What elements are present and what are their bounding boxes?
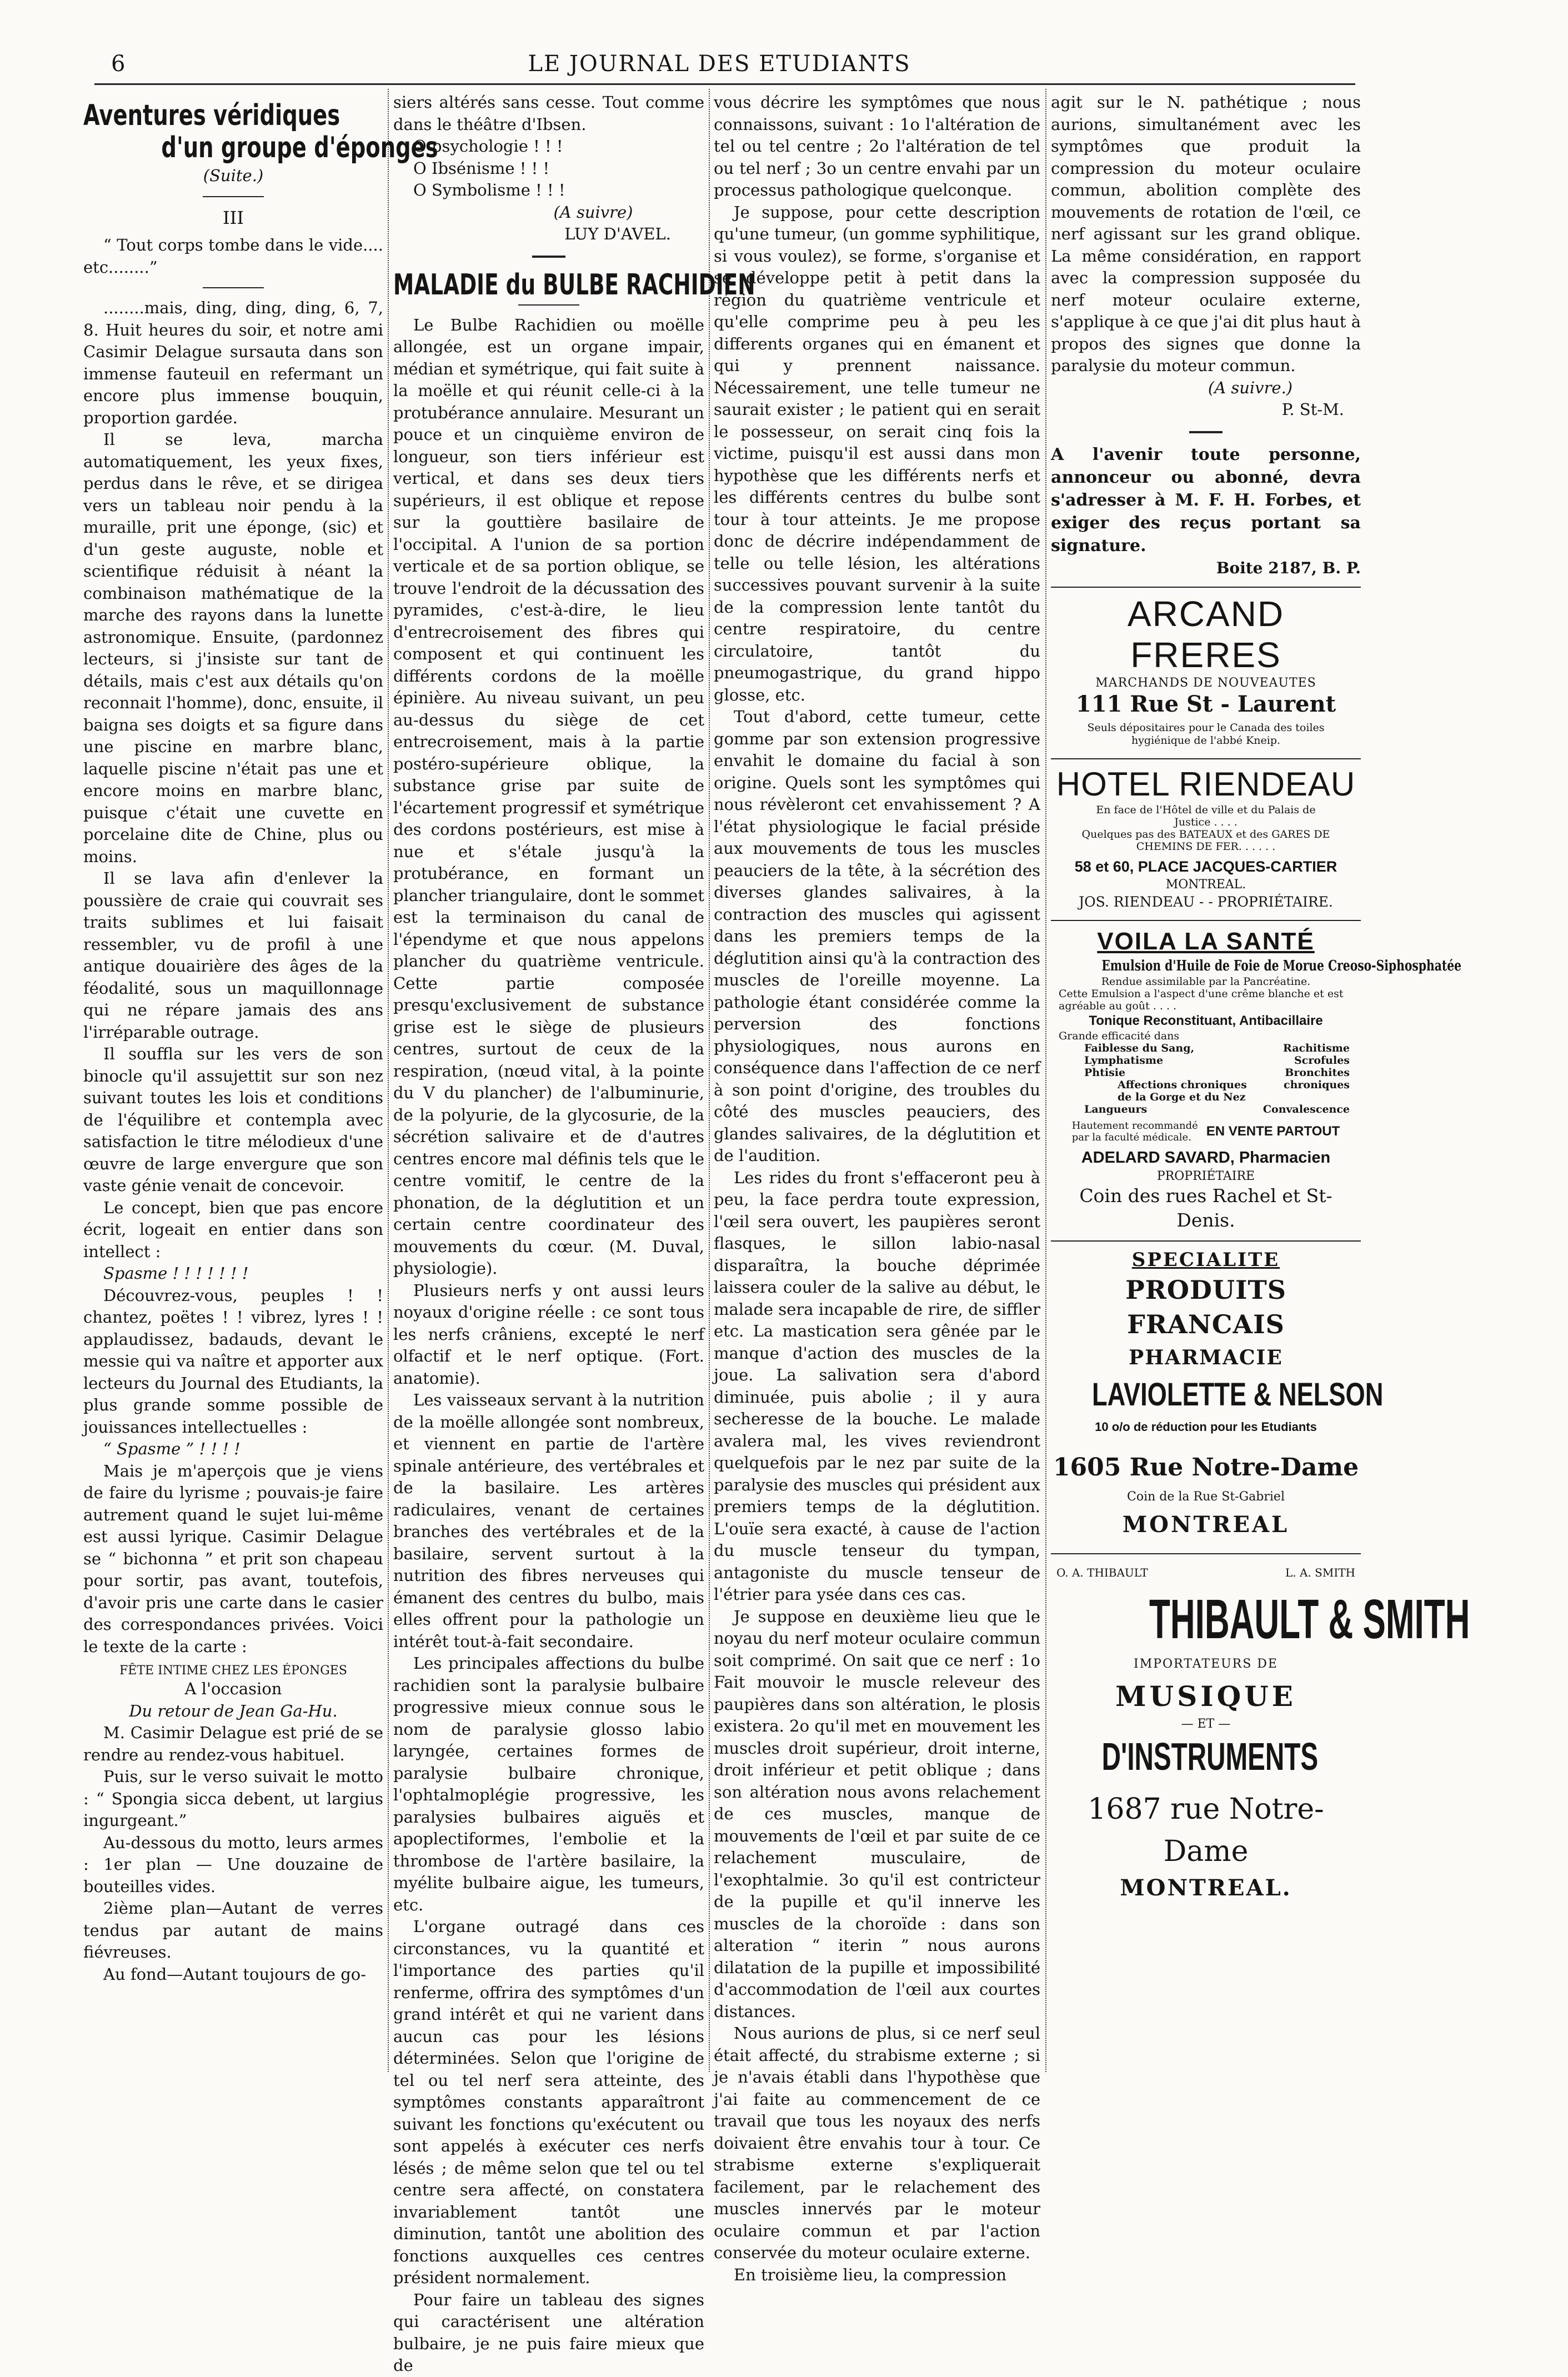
masthead: LE JOURNAL DES ETUDIANTS: [528, 51, 911, 77]
paragraph: Au fond—Autant toujours de go-: [103, 1964, 367, 1984]
ad-line: Quelques pas des BATEAUX et des GARES DE CHEMINS DE FER. . . . . .: [1081, 828, 1330, 853]
card-heading: FÊTE INTIME CHEZ LES ÉPONGES: [119, 1664, 347, 1678]
paragraph: O Symbolisme ! ! !: [413, 181, 565, 199]
author-signature: P. St-M.: [1281, 400, 1344, 419]
column-divider: [1045, 89, 1046, 2072]
paragraph: “ Tout corps tombe dans le vide.... etc........”: [83, 236, 383, 277]
column-divider: [388, 89, 389, 2072]
page-header: [83, 51, 1355, 77]
ad-city: MONTREAL.: [1165, 878, 1246, 892]
ad-laviolette-nelson: [1051, 1240, 1384, 1545]
ad-line: MUSIQUE: [1115, 1679, 1296, 1713]
notice-box-number: Boite 2187, B. P.: [1216, 558, 1361, 577]
ad-subtitle: MARCHANDS DE NOUVEAUTES: [1095, 676, 1316, 690]
ad-product: Emulsion d'Huile de Foie de Morue Creoso-Siphosphatée: [1101, 958, 1462, 974]
ad-owner: JOS. RIENDEAU - - PROPRIÉTAIRE.: [1079, 894, 1333, 910]
separator: [1189, 431, 1223, 433]
ad-line: EN VENTE PARTOUT: [1206, 1124, 1340, 1139]
ad-title: LAVIOLETTE & NELSON: [1091, 1377, 1384, 1413]
separator: [203, 196, 264, 197]
ad-line: IMPORTATEURS DE: [1134, 1657, 1278, 1671]
ad-illness: Convalescence: [1263, 1103, 1350, 1115]
paragraph: Je suppose en deuxième lieu que le noyau du nerf moteur oculaire commun soit comprimé. On sait que ce nerf : 1o Fait mouvoir le muscle releveur des paupières dans son altération, le plosis existera. 2o qu'il met en mouvement les muscles droit supérieur, droit interne, droit inférieur et petit oblique ; dans son altération nous avons relachement de ces muscles, manque de mouvements de l'œil et par suite de ce relachement musculaire, de l'exophtalmie. 3o qu'il est contricteur de la pupille et qu'il innerve les muscles de la choroïde : dans son alteration “ iterin ” nous aurons dilatation de la pupille et impossibilité d'accommodation de l'œil aux courtes distances.: [714, 1607, 1040, 2021]
paragraph: O Ibsénisme ! ! !: [413, 158, 550, 178]
paragraph: siers altérés sans cesse. Tout comme dans le théâtre d'Ibsen.: [393, 93, 704, 134]
paragraph: Au-dessous du motto, leurs armes : 1er plan — Une douzaine de bouteilles vides.: [83, 1833, 383, 1896]
ad-address: 1605 Rue Notre-Dame: [1053, 1453, 1359, 1482]
ad-voila-la-sante: [1051, 920, 1462, 1233]
paragraph: L'organe outragé dans ces circonstances, vu la quantité et l'importance des parties qu'il renferme, offrira des symptômes d'un grand intérêt et qui ne varient dans aucun cas pour les lésions déterminées. Selon que l'origine de tel ou tel nerf sera atteinte, des symptômes constants apparaîtront suivant les fonctions qu'exécutent ou sont appelés à exécuter ces nerfs lésés ; de même selon que tel ou tel centre sera affecté, on constatera invariablement tantôt une diminution, tantôt une abolition des fonctions auxquelles ces centres président normalement.: [393, 1917, 704, 2287]
ad-partner: L. A. SMITH: [1285, 1566, 1355, 1579]
paragraph: Tout d'abord, cette tumeur, cette gomme par son extension progressive envahit le domaine du facial à son origine. Quels sont les symptômes qui nous révèleront cet envahissement ? A l'état physiologique le facial préside aux mouvements de tous les muscles peauciers de la tête, à la sécrétion des diverses glandes salivaires, à la contraction des muscles qui agissent dans les premiers temps de la déglutition ainsi qu'à la contraction des muscles de l'oreille moyenne. La pathologie étant considérée comme la perversion des fonctions physiologiques, nous aurons en conséquence dans l'affection de ce nerf à son point d'origine, des troubles du côté des muscles peauciers, des glandes salivaires, de la déglutition et de l'audition.: [714, 707, 1040, 1165]
column-3: [714, 92, 1040, 2284]
paragraph: ........mais, ding, ding, ding, 6, 7, 8. Huit heures du soir, et notre ami Casimir Delague sursauta dans son immense fauteuil en refermant un encore plus immense bouquin, proportion gardée.: [83, 298, 383, 427]
paragraph: Découvrez-vous, peuples ! ! chantez, poëtes ! ! vibrez, lyres ! ! applaudissez, badauds, devant le messie qui va naître et apporter aux lecteurs du Journal des Etudiants, la plus grande somme possible de jouissances intellectuelles :: [83, 1285, 383, 1437]
ad-line: D'INSTRUMENTS: [1101, 1734, 1319, 1778]
ad-illness: Langueurs: [1084, 1103, 1148, 1115]
subscription-notice: A l'avenir toute personne, annonceur ou abonné, devra s'adresser à M. F. H. Forbes, et exiger des reçus portant sa signature.: [1051, 444, 1361, 556]
ad-city: MONTREAL.: [1120, 1874, 1292, 1901]
article-title: MALADIE du BULBE RACHIDIEN: [393, 268, 755, 302]
paragraph: Il se leva, marcha automatiquement, les yeux fixes, perdus dans le rêve, et se dirigea vers un tableau noir pendu à la muraille, prit une éponge, (sic) et d'un geste auguste, noble et scientifique réduisit à néant la combinaison mathématique de la marche des rayons dans la lunette astronomique. Ensuite, (pardonnez lecteurs, si j'insiste sur tant de détails, mais c'est aux détails qu'on reconnait l'homme), donc, ensuite, il baigna ses doigts et sa figure dans une piscine en marbre blanc, laquelle piscine n'était pas une et encore moins en marbre blanc, puisque c'était une cuvette en porcelaine dite de Chine, plus ou moins.: [83, 430, 383, 866]
ad-hotel-riendeau: [1051, 758, 1361, 912]
ad-title: HOTEL RIENDEAU: [1056, 765, 1356, 803]
author-signature: LUY D'AVEL.: [564, 224, 671, 243]
ad-line: Tonique Reconstituant, Antibacillaire: [1089, 1013, 1323, 1028]
column-2: [393, 92, 755, 2375]
paragraph: 2ième plan—Autant de verres tendus par autant de mains fiévreuses.: [83, 1899, 383, 1961]
paragraph: Il se lava afin d'enlever la poussière de craie qui couvrait ses traits sublimes et lui faisait ressembler, vu de profil à une antique douairière des âges de la féodalité, sous un maquillonnage qui ne répare jamais des ans l'irréparable outrage.: [83, 869, 383, 1042]
column-1: [83, 92, 438, 2058]
paragraph: Les principales affections du bulbe rachidien sont la paralysie bulbaire progressive mieux connue sous le nom de paralysie glosso labio laryngée, certaines formes de paralysie bulbaire chronique, l'ophtalmoplégie progressive, les paralysies bulbaires aiguës et apoplectiformes, l'embolie et la thrombose de l'artère basilaire, la myélite bulbaire aigue, les tumeurs, etc.: [393, 1654, 704, 1914]
ad-illness: Scrofules: [1294, 1054, 1350, 1067]
ad-line: SPECIALITE: [1131, 1249, 1280, 1271]
paragraph: vous décrire les symptômes que nous connaissons, suivant : 1o l'altération de tel ou tel centre ; 2o l'altération de tel ou tel nerf ; 3o un centre envahi par un processus pathologique quelconque.: [714, 93, 1040, 199]
paragraph: O psychologie ! ! !: [413, 137, 563, 156]
ad-illness: Affections chroniques de la Gorge et du Nez: [1118, 1079, 1247, 1103]
paragraph: agit sur le N. pathétique ; nous aurions, simultanément avec les symptômes que produit la compression du moteur oculaire commun, abolition complète des mouvements de rotation de l'œil, ce nerf agissant sur les grand oblique. La même considération, en rapport avec la compression supposée du nerf moteur oculaire externe, s'applique à ce que j'ai dit plus haut à propos des signes que donne la paralysie du moteur commun.: [1051, 93, 1361, 375]
ad-address: 1687 rue Notre-Dame: [1088, 1792, 1324, 1868]
separator: [203, 287, 264, 288]
column-4: [1051, 92, 1470, 2058]
ad-line: Rendue assimilable par la Pancréatine.: [1101, 975, 1311, 988]
paragraph: Le concept, bien que pas encore écrit, logeait en entier dans son intellect :: [83, 1198, 383, 1261]
ad-illness: Lymphatisme: [1084, 1054, 1164, 1067]
page-number: 6: [111, 51, 126, 77]
paragraph: Puis, sur le verso suivait le motto : “ Spongia sicca debent, ut largius ingurgeant.”: [83, 1767, 383, 1830]
ad-line: PRODUITS FRANCAIS: [1125, 1275, 1286, 1339]
paragraph: Pour faire un tableau des signes qui caractérisent une altération bulbaire, je ne puis faire mieux que de: [393, 2290, 704, 2375]
separator: [532, 256, 565, 258]
paragraph: Plusieurs nerfs y ont aussi leurs noyaux d'origine réelle : ce sont tous les nerfs crâniens, excepté le nerf olfactif et le nerf optique. (Fort. anatomie).: [393, 1280, 704, 1388]
card-line: A l'occasion: [184, 1679, 282, 1698]
ad-line: PROPRIÉTAIRE: [1156, 1169, 1255, 1183]
paragraph: Les rides du front s'effaceront peu à peu, la face perdra toute expression, l'œil sera ouvert, les paupières seront flasques, le sillon labio-nasal disparaîtra, la bouche déprimée laissera couler de la salive au début, le malade sera incapable de rire, de siffler etc. La mastication sera gênée par le manque d'action des muscles de la joue. La salivation sera d'abord diminuée, puis abolie ; il y aura secheresse de la bouche. Le malade avalera mal, les vives reviendront quelquefois par le nez par suite de la paralysie des muscles qui président aux premiers temps de la déglutition. L'ouïe sera exacté, à cause de l'action du muscle tenseur du tympan, antagoniste du muscle tenseur de l'étrier para ysée dans ces cas.: [714, 1168, 1040, 1604]
ad-line: — ET —: [1181, 1717, 1231, 1731]
paragraph: Nous aurions de plus, si ce nerf seul était affecté, du strabisme externe ; si je n'avais établi dans l'hypothèse que j'ai faite au commencement de ce travail que tous les noyaux des nerfs doivaient être envahis tour à tour. Ce strabisme externe s'expliquerait facilement, par le relachement des muscles innervés par le moteur oculaire commun et par l'action conservée du moteur oculaire externe.: [714, 2024, 1040, 2262]
ad-title: THIBAULT & SMITH: [1149, 1588, 1470, 1650]
ad-city: MONTREAL: [1122, 1512, 1290, 1538]
ad-illness-list: [1051, 1042, 1361, 1115]
separator: [518, 304, 579, 306]
ad-address: 111 Rue St - Laurent: [1075, 691, 1336, 717]
article-title-line2: d'un groupe d'éponges: [161, 131, 438, 164]
ad-line: Grande efficacité dans: [1059, 1030, 1180, 1042]
ad-title: ARCAND FRERES: [1127, 594, 1285, 675]
ad-illness: Phtisie: [1084, 1067, 1126, 1079]
ad-illness: Bronchites chroniques: [1284, 1067, 1350, 1091]
paragraph: Spasme ! ! ! ! ! ! !: [103, 1264, 249, 1283]
paragraph: Le Bulbe Rachidien ou moëlle allongée, est un organe impair, médian et symétrique, qui fait suite à la moëlle et qui réunit celle-ci à la protubérance annulaire. Mesurant un pouce et un cinquième environ de longueur, son tiers inférieur est vertical, et dans ses deux tiers supérieurs, il est oblique et repose sur la gouttière basilaire de l'occipital. A l'union de sa portion verticale et de sa portion oblique, se trouve l'endroit de la décussation des pyramides, c'est-à-dire, le lieu d'entrecroisement des fibres qui composent et qui continuent les différents cordons de la moëlle épinière. Au niveau suivant, un peu au-dessus du siège de cet entrecroisement, mais à la partie postéro-supérieure oblique, la substance grise par suite de l'écartement progressif et symétrique des cordons postérieurs, est mise à nue et s'étale jusqu'à la protubérance, en formant un plancher triangulaire, dont le sommet est la terminaison du canal de l'épendyme et que nous appelons plancher du quatrième ventricule. Cette partie composée presqu'exclusivement de substance grise est le siège de plusieurs centres, surtout de ceux de la respiration, (nœud vital, à la pointe du V du plancher) de l'albuminurie, de la polyurie, de la glycosurie, de la sécrétion salivaire et de d'autres centres encore mal définis tels que le centre vomitif, le centre de la phonation, de la déglutition et un certain centre coordinateur des mouvements du cœur. (M. Duval, physiologie).: [393, 315, 704, 1278]
ad-corner: Coin des rues Rachel et St-Denis.: [1079, 1185, 1332, 1231]
ad-line: Hautement recommandé par la faculté médicale.: [1071, 1120, 1198, 1143]
column-divider: [709, 89, 710, 2072]
header-rule: [94, 83, 1355, 85]
paragraph: Il souffla sur les vers de son binocle qu'il assujettit sur son nez suivant toutes les lois et conditions de l'équilibre et contempla avec satisfaction le titre mélodieux d'une œuvre de large envergure que son vaste génie venait de concevoir.: [83, 1044, 383, 1195]
ad-line: En face de l'Hôtel de ville et du Palais de Justice . . . .: [1096, 804, 1316, 828]
ad-thibault-smith: [1051, 1553, 1470, 1904]
ad-line: Cette Emulsion a l'aspect d'une crême blanche et est agréable au goût . . . .: [1059, 988, 1344, 1012]
ad-line: PHARMACIE: [1129, 1346, 1283, 1369]
suite-label: (Suite.): [203, 166, 264, 185]
ad-line: Coin de la Rue St-Gabriel: [1127, 1490, 1285, 1504]
ad-title: VOILA LA SANTÉ: [1097, 928, 1315, 955]
a-suivre: (A suivre): [553, 202, 633, 222]
paragraph: M. Casimir Delague est prié de se rendre au rendez-vous habituel.: [83, 1723, 383, 1764]
paragraph: Mais je m'aperçois que je viens de faire du lyrisme ; pouvais-je faire autrement quand le sujet lui-même est aussi lyrique. Casimir Delague se “ bichonna ” et prit son chapeau pour sortir, pas avant, toutefois, d'avoir pris une carte dans le casier des correspondances privées. Voici le texte de la carte :: [83, 1461, 383, 1656]
card-line: Du retour de Jean Ga-Hu.: [129, 1701, 338, 1720]
ad-line: 10 o/o de réduction pour les Etudiants: [1095, 1420, 1317, 1434]
ad-address: 58 et 60, PLACE JACQUES-CARTIER: [1074, 858, 1337, 875]
section-numeral: III: [223, 207, 244, 228]
paragraph: En troisième lieu, la compression: [734, 2265, 1007, 2284]
paragraph: Les vaisseaux servant à la nutrition de la moëlle allongée sont nombreux, et viennent en partie de l'artère spinale antérieure, des vertébrales et de la basilaire. Les artères radiculaires, venant de certaines branches des vertébrales et de la basilaire, servent surtout à la nutrition des fibres nerveuses qui émanent des centres du bulbo, mais elles offrent pour la pathologie un intérêt tout-à-fait secondaire.: [393, 1390, 704, 1651]
ad-note: Seuls dépositaires pour le Canada des toiles hygiénique de l'abbé Kneip.: [1087, 722, 1325, 747]
ad-illness: Faiblesse du Sang,: [1084, 1042, 1195, 1054]
ad-arcand-freres: [1051, 587, 1361, 750]
ad-illness: Rachitisme: [1283, 1042, 1350, 1054]
a-suivre: (A suivre.): [1208, 378, 1293, 397]
ad-pharmacist: ADELARD SAVARD, Pharmacien: [1081, 1149, 1331, 1167]
article-title-line1: Aventures véridiques: [83, 99, 340, 132]
paragraph: Je suppose, pour cette description qu'une tumeur, (un gomme syphilitique, si vous voulez), se forme, s'organise et se développe petit à petit dans la région du quatrième ventricule et qu'elle comprime peu à peu les differents organes qui en émanent et qui y prennent naissance. Nécessairement, une telle tumeur ne saurait exister ; le patient qui en serait le possesseur, on serait cinq fois la victime, puisqu'il est aussi dans mon hypothèse que les différents nerfs et les différents centres du bulbe sont tour à tour atteints. Je me propose donc de décrire indépendamment de telle ou telle lésion, les altérations successives pouvant survenir à la suite de la compression lente tantôt du centre respiratoire, du centre circulatoire, tantôt du pneumogastrique, du grand hippo glosse, etc.: [714, 202, 1040, 704]
ad-partner: O. A. THIBAULT: [1056, 1566, 1148, 1579]
paragraph: “ Spasme ” ! ! ! !: [103, 1439, 241, 1458]
